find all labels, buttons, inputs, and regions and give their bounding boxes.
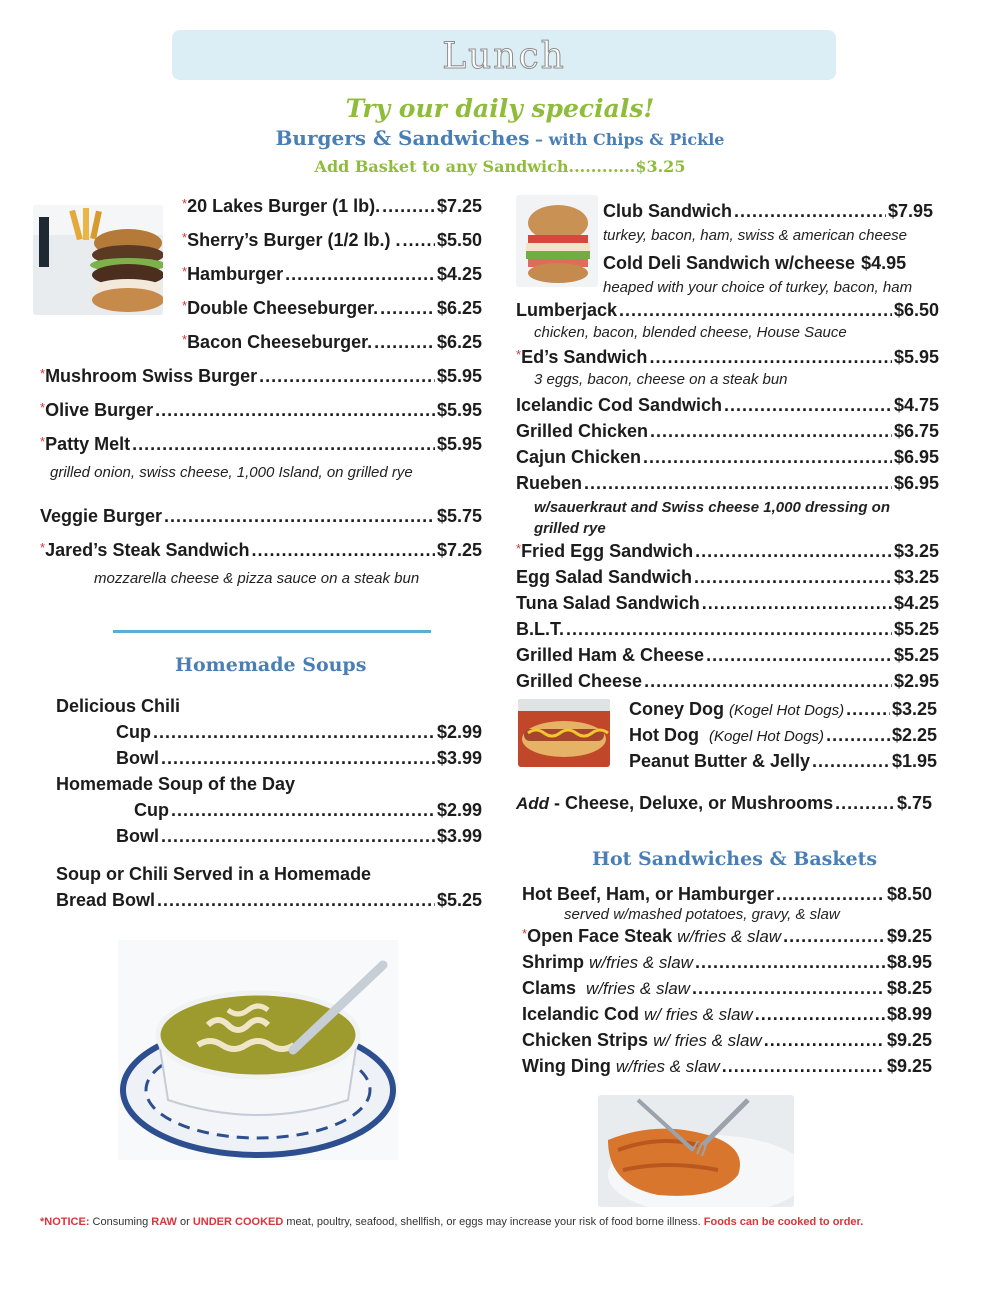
list-item: Egg Salad Sandwich ..... $3.25: [516, 567, 939, 593]
list-item: *Bacon Cheeseburger. ..... $6.25: [182, 332, 482, 366]
list-item: Tuna Salad Sandwich ..... $4.25: [516, 593, 939, 619]
club-description: turkey, bacon, ham, swiss & american cheese: [603, 227, 908, 244]
eds-description: 3 eggs, bacon, cheese on a steak bun: [534, 371, 788, 388]
food-safety-notice: *NOTICE: Consuming RAW or UNDER COOKED meat, poultry, seafood, shellfish, or eggs may increase your risk of food borne illness. Foods can be cooked to order.: [40, 1216, 864, 1228]
soups-heading: Homemade Soups: [175, 654, 367, 676]
section-divider: [113, 630, 431, 633]
hot-beef-description: served w/mashed potatoes, gravy, & slaw: [564, 906, 840, 923]
bread-bowl-heading: Soup or Chili Served in a Homemade: [56, 864, 372, 884]
list-item: *Open Face Steak w/fries & slaw ..... $9.25: [522, 926, 932, 952]
list-item: *Double Cheeseburger. ..... $6.25: [182, 298, 482, 332]
list-item: Hot Dog (Kogel Hot Dogs) ..... $2.25: [629, 725, 937, 751]
list-item: Bowl ..... $3.99: [56, 748, 482, 774]
hot-sandwiches-list: [522, 884, 932, 1082]
list-item: *20 Lakes Burger (1 lb). ..... $7.25: [182, 196, 482, 230]
list-item: Grilled Cheese ..... $2.95: [516, 671, 939, 697]
basket-note: Add Basket to any Sandwich............$3.25: [314, 157, 686, 176]
list-item: Wing Ding w/fries & slaw ..... $9.25: [522, 1056, 932, 1082]
list-item: Clams w/fries & slaw ..... $8.25: [522, 978, 932, 1004]
list-item: Lumberjack ..... $6.50: [516, 300, 939, 324]
patty-melt-description: grilled onion, swiss cheese, 1,000 Island, on grilled rye: [50, 464, 413, 481]
list-item: Bread Bowl ..... $5.25: [56, 890, 482, 916]
list-item: Icelandic Cod w/ fries & slaw ..... $8.99: [522, 1004, 932, 1030]
rueben-description: w/sauerkraut and Swiss cheese 1,000 dressing on grilled rye: [534, 499, 890, 537]
list-item: Rueben ..... $6.95: [516, 473, 939, 497]
list-item: Cup ..... $2.99: [56, 800, 482, 826]
list-item: Coney Dog (Kogel Hot Dogs) ..... $3.25: [629, 699, 937, 725]
jared-description: mozzarella cheese & pizza sauce on a steak bun: [94, 570, 420, 587]
soup-of-day-heading: Homemade Soup of the Day: [56, 774, 296, 794]
specials-heading: Try our daily specials!: [345, 94, 655, 123]
list-item: Cold Deli Sandwich w/cheese $4.95: [603, 253, 907, 273]
chili-heading: Delicious Chili: [56, 696, 181, 716]
list-item: Club Sandwich ..... $7.95: [603, 201, 933, 227]
sandwich-photo: [516, 195, 598, 287]
deli-description: heaped with your choice of turkey, bacon, ham: [603, 279, 913, 296]
list-item: Cup ..... $2.99: [56, 722, 482, 748]
list-item: Add - Cheese, Deluxe, or Mushrooms ..... $.75: [516, 793, 932, 819]
list-item: Bowl ..... $3.99: [56, 826, 482, 852]
soups-list: [56, 696, 482, 916]
list-item: Shrimp w/fries & slaw ..... $8.95: [522, 952, 932, 978]
list-item: *Ed’s Sandwich ..... $5.95: [516, 347, 939, 371]
page-title: Lunch: [442, 36, 566, 77]
lumberjack-description: chicken, bacon, blended cheese, House Sauce: [534, 324, 847, 341]
list-item: *Fried Egg Sandwich ..... $3.25: [516, 541, 939, 567]
list-item: *Jared’s Steak Sandwich ..... $7.25: [40, 540, 482, 570]
list-item: *Olive Burger ..... $5.95: [40, 400, 482, 434]
list-item: *Hamburger ..... $4.25: [182, 264, 482, 298]
list-item: Cajun Chicken ..... $6.95: [516, 447, 939, 473]
list-item: Grilled Chicken ..... $6.75: [516, 421, 939, 447]
list-item: Icelandic Cod Sandwich ..... $4.75: [516, 395, 939, 421]
soup-photo: [118, 940, 398, 1160]
list-item: B.L.T. ..... $5.25: [516, 619, 939, 645]
burgers-subtitle: – with Chips & Pickle: [529, 130, 725, 149]
add-ons-line: [516, 793, 932, 819]
list-item: Hot Beef, Ham, or Hamburger ..... $8.50: [522, 884, 932, 906]
hot-sandwiches-heading: Hot Sandwiches & Baskets: [592, 848, 878, 870]
burger-list-indented: [182, 196, 482, 366]
burger-list-full: [40, 366, 482, 587]
list-item: Peanut Butter & Jelly ..... $1.95: [629, 751, 937, 777]
burgers-title: Burgers & Sandwiches: [275, 126, 530, 150]
dogs-list: [629, 699, 937, 777]
club-deli-list: [603, 201, 933, 303]
list-item: *Patty Melt ..... $5.95: [40, 434, 482, 464]
burgers-heading: [0, 126, 1000, 150]
fried-food-photo: [598, 1095, 794, 1207]
list-item: Veggie Burger ..... $5.75: [40, 506, 482, 540]
sandwich-list: [516, 300, 939, 697]
hotdog-photo: [518, 699, 610, 767]
burger-photo: [33, 205, 163, 315]
list-item: *Mushroom Swiss Burger ..... $5.95: [40, 366, 482, 400]
list-item: Chicken Strips w/ fries & slaw ..... $9.25: [522, 1030, 932, 1056]
list-item: *Sherry’s Burger (1/2 lb.) . ..... $5.50: [182, 230, 482, 264]
list-item: Grilled Ham & Cheese ..... $5.25: [516, 645, 939, 671]
